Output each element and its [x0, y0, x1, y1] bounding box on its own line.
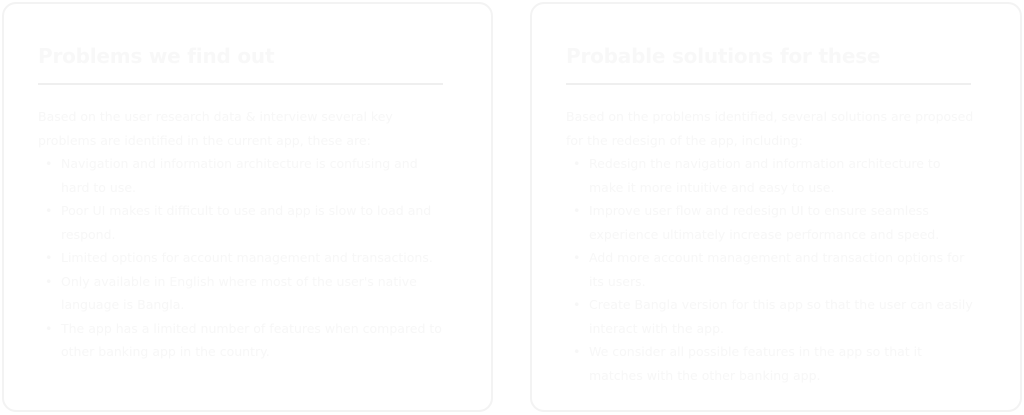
- bullet-icon: •: [45, 273, 53, 289]
- list-item-text: We consider all possible features in the app so that it matches with the other banking app.: [589, 344, 923, 383]
- solutions-title: Probable solutions for these: [566, 44, 881, 68]
- list-item-text: Create Bangla version for this app so that the user can easily interact with the app.: [589, 297, 973, 336]
- solutions-card: [530, 2, 1022, 412]
- list-item: [566, 340, 976, 387]
- list-item-text: The app has a limited number of features when compared to other banking app in the country.: [61, 320, 442, 359]
- list-item: [566, 246, 976, 293]
- list-item: [38, 270, 448, 317]
- problems-title: Problems we find out: [38, 44, 275, 68]
- bullet-icon: •: [45, 203, 53, 218]
- bullet-icon: •: [573, 344, 581, 359]
- list-item-text: Redesign the navigation and information architecture to make it more intuitive and easy to use.: [589, 156, 941, 195]
- list-item-text: Poor UI makes it difficult to use and app is slow to load and respond.: [61, 203, 432, 242]
- solutions-card-content: [566, 42, 976, 387]
- list-item: [38, 246, 448, 270]
- bullet-icon: •: [573, 156, 581, 171]
- problems-card: [2, 2, 493, 412]
- bullet-icon: •: [573, 203, 581, 218]
- list-item-text: Improve user flow and redesign UI to ensure seamless experience ultimately increase performance and speed.: [589, 203, 940, 242]
- list-item: [566, 199, 976, 246]
- list-item-text: Only available in English where most of the user's native language is Bangla.: [61, 273, 417, 312]
- list-item: [38, 317, 448, 364]
- bullet-icon: •: [573, 297, 581, 312]
- list-item: [38, 199, 448, 246]
- problems-card-content: [38, 42, 448, 364]
- list-item: [566, 293, 976, 340]
- list-item-text: Navigation and information architecture is confusing and hard to use.: [61, 156, 418, 195]
- problems-divider: [38, 83, 443, 85]
- bullet-icon: •: [573, 250, 581, 265]
- solutions-divider: [566, 83, 971, 85]
- list-item-text: Add more account management and transaction options for its users.: [589, 250, 965, 289]
- bullet-icon: •: [45, 156, 53, 171]
- problems-list: [38, 152, 448, 364]
- problems-intro: Based on the user research data & interview several key problems are identified in the current app, these are:: [38, 109, 393, 148]
- solutions-intro: Based on the problems identified, several solutions are proposed for the redesign of the app, including:: [566, 109, 974, 148]
- list-item: [38, 152, 448, 199]
- list-item: [566, 152, 976, 199]
- list-item-text: Limited options for account management and transactions.: [61, 250, 433, 265]
- solutions-list: [566, 152, 976, 387]
- bullet-icon: •: [45, 320, 53, 336]
- bullet-icon: •: [45, 250, 53, 265]
